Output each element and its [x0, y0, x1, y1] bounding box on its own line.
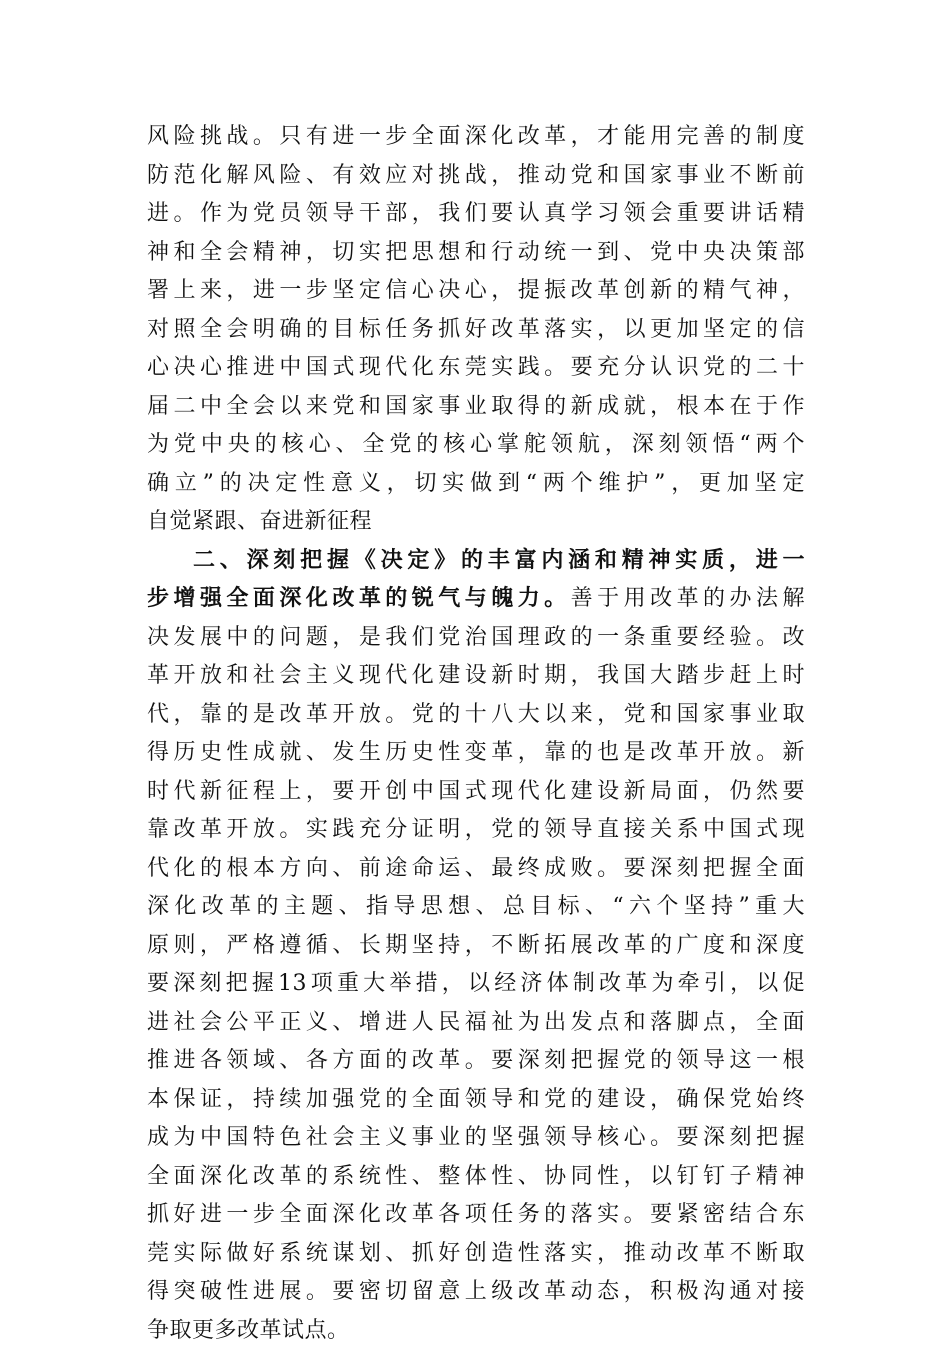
paragraph-2 [147, 542, 805, 1350]
text-line: 推进各领域、各方面的改革。要深刻把握党的领导这一根 [147, 1042, 805, 1081]
text-line: 防范化解风险、有效应对挑战，推动党和国家事业不断前 [147, 157, 805, 196]
text-line: 代，靠的是改革开放。党的十八大以来，党和国家事业取 [147, 696, 805, 735]
paragraph-1 [147, 118, 805, 542]
document-page [147, 118, 805, 1350]
text-line: 心决心推进中国式现代化东莞实践。要充分认识党的二十 [147, 349, 805, 388]
text-line: 决发展中的问题，是我们党治国理政的一条重要经验。改 [147, 619, 805, 658]
text-line: 成为中国特色社会主义事业的坚强领导核心。要深刻把握 [147, 1119, 805, 1158]
text-line: 届二中全会以来党和国家事业取得的新成就，根本在于作 [147, 388, 805, 427]
text-line: 时代新征程上，要开创中国式现代化建设新局面，仍然要 [147, 773, 805, 812]
text-line: 自觉紧跟、奋进新征程 [147, 503, 805, 542]
text-line: 对照全会明确的目标任务抓好改革落实，以更加坚定的信 [147, 311, 805, 350]
section-heading-continuation: 步增强全面深化改革的锐气与魄力。 [147, 586, 571, 611]
text-line: 莞实际做好系统谋划、抓好创造性落实，推动改革不断取 [147, 1235, 805, 1274]
text-line: 进社会公平正义、增进人民福祉为出发点和落脚点，全面 [147, 1004, 805, 1043]
text-line: 本保证，持续加强党的全面领导和党的建设，确保党始终 [147, 1081, 805, 1120]
text-line: 代化的根本方向、前途命运、最终成败。要深刻把握全面 [147, 850, 805, 889]
text-line: 为党中央的核心、全党的核心掌舵领航，深刻领悟“两个 [147, 426, 805, 465]
text-line: 进。作为党员领导干部，我们要认真学习领会重要讲话精 [147, 195, 805, 234]
text-line: 深化改革的主题、指导思想、总目标、“六个坚持”重大 [147, 888, 805, 927]
text-line: 风险挑战。只有进一步全面深化改革，才能用完善的制度 [147, 118, 805, 157]
text-line: 全面深化改革的系统性、整体性、协同性，以钉钉子精神 [147, 1158, 805, 1197]
text-line: 要深刻把握13项重大举措，以经济体制改革为牵引，以促 [147, 965, 805, 1004]
text-line: 抓好进一步全面深化改革各项任务的落实。要紧密结合东 [147, 1196, 805, 1235]
body-text: 善于用改革的办法解 [571, 586, 805, 611]
text-line [147, 580, 805, 619]
text-line: 革开放和社会主义现代化建设新时期，我国大踏步赶上时 [147, 657, 805, 696]
text-line: 神和全会精神，切实把思想和行动统一到、党中央决策部 [147, 234, 805, 273]
section-heading: 二、深刻把握《决定》的丰富内涵和精神实质，进一 [147, 542, 805, 581]
text-line: 确立”的决定性意义，切实做到“两个维护”，更加坚定 [147, 465, 805, 504]
text-line: 靠改革开放。实践充分证明，党的领导直接关系中国式现 [147, 811, 805, 850]
text-line: 原则，严格遵循、长期坚持，不断拓展改革的广度和深度 [147, 927, 805, 966]
text-line: 署上来，进一步坚定信心决心，提振改革创新的精气神， [147, 272, 805, 311]
text-line: 争取更多改革试点。 [147, 1312, 805, 1350]
text-line: 得突破性进展。要密切留意上级改革动态，积极沟通对接 [147, 1273, 805, 1312]
text-line: 得历史性成就、发生历史性变革，靠的也是改革开放。新 [147, 734, 805, 773]
